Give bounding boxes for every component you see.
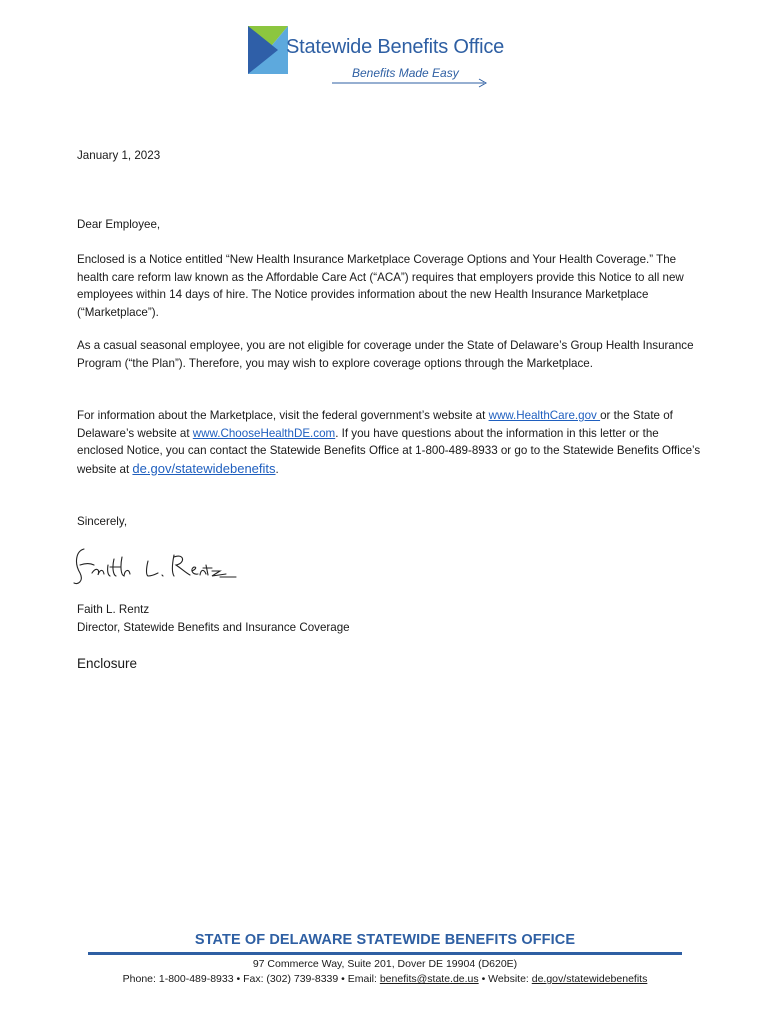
contact-text-1: For information about the Marketplace, visit the federal government’s website at <box>77 409 489 422</box>
footer-email-link[interactable]: benefits@state.de.us <box>379 973 479 985</box>
signer-name: Faith L. Rentz <box>77 603 150 616</box>
closing: Sincerely, <box>77 515 128 528</box>
signer-title: Director, Statewide Benefits and Insurance Coverage <box>77 621 350 634</box>
footer-address: 97 Commerce Way, Suite 201, Dover DE 19904 (D620E) <box>252 958 518 970</box>
footer-contact-text-2: • Website: <box>478 973 532 985</box>
footer-title: STATE OF DELAWARE STATEWIDE BENEFITS OFFICE <box>194 932 576 948</box>
footer-website-link[interactable]: de.gov/statewidebenefits <box>531 973 648 985</box>
handwritten-signature <box>70 543 240 589</box>
footer-divider <box>88 952 682 955</box>
paragraph-contact <box>77 407 702 478</box>
logo-mark-icon <box>248 26 288 74</box>
logo-title: Statewide Benefits Office <box>286 36 505 58</box>
enclosure-note: Enclosure <box>77 656 138 671</box>
paragraph-eligibility: As a casual seasonal employee, you are not eligible for coverage under the State of Delaware’s Group Health Insurance Program (“the Plan”). Therefore, you may wish to explore coverage options through the Marketplace. <box>77 339 694 370</box>
footer-contact <box>0 973 770 985</box>
choosehealthde-link[interactable]: www.ChooseHealthDE.com <box>192 426 336 440</box>
letter-date: January 1, 2023 <box>77 149 161 162</box>
contact-text-2: or the State of Delaware’s website at <box>77 409 673 440</box>
logo-tagline: Benefits Made Easy <box>352 66 459 80</box>
contact-text-3: . If you have questions about the information in this letter or the enclosed Notice, you can contact the Statewide Benefits Office at 1-800-489-8933 or go to the Statewide Benefits Office’s website at <box>77 426 701 476</box>
tagline-arrow-icon <box>332 78 490 88</box>
contact-text-4: . <box>275 462 279 476</box>
logo <box>248 26 538 92</box>
paragraph-notice: Enclosed is a Notice entitled “New Health Insurance Marketplace Coverage Options and Your Health Coverage.” The health care reform law known as the Affordable Care Act (“ACA”) requires that employers provide this Notice to all new employees within 14 days of hire. The Notice provides information about the new Health Insurance Marketplace (“Marketplace”). <box>77 253 684 319</box>
healthcare-gov-link[interactable]: www.HealthCare.gov <box>488 409 601 422</box>
salutation: Dear Employee, <box>77 218 161 231</box>
footer-contact-text-1: Phone: 1-800-489-8933 • Fax: (302) 739-8339 • Email: <box>122 973 380 985</box>
statewidebenefits-link[interactable]: de.gov/statewidebenefits <box>132 460 276 476</box>
